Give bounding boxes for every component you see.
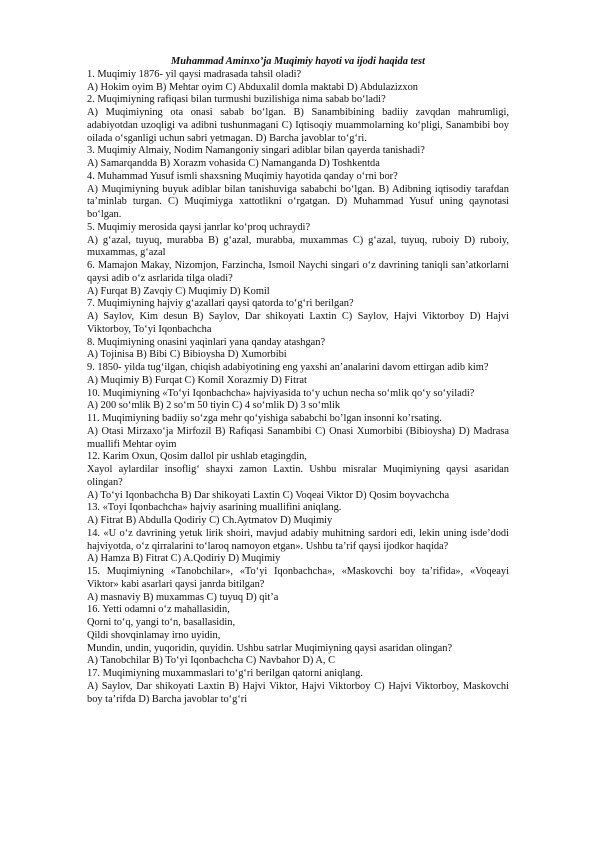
question-5: 5. Muqimiy merosida qaysi janrlar ko‘proq uchraydi? — [87, 221, 311, 233]
answers-4: A) Muqimiyning buyuk adiblar bilan tanishuviga sababchi bo‘lgan. B) Adibning iqtisodiy tarafdan ta’minlab turgan. C) Muqimiyga xattotlikni o‘rgatgan. D) Muhammad Yusuf uning qaynotasi bo‘lgan. — [87, 183, 509, 220]
answers-11: A) Otasi Mirzaxo‘ja Mirfozil B) Rafiqasi Sanambibi C) Onasi Xumorbibi (Bibioysha) D) Madrasa muallifi Mehtar oyim — [87, 425, 509, 450]
document-title: Muhammad Aminxo’ja Muqimiy hayoti va ijodi haqida test — [171, 56, 425, 67]
answers-16: A) Tanobchilar B) To‘yi Iqonbachcha C) Navbahor D) A, C — [87, 655, 336, 667]
question-1: 1. Muqimiy 1876- yil qaysi madrasada tahsil oladi? — [87, 68, 302, 80]
question-10: 10. Muqimiyning «To‘yi Iqonbachcha» hajviyasida to‘y uchun necha so‘mlik qo‘y so‘yiladi? — [87, 387, 475, 399]
question-16-verse-1: 16. Yetti odamni o‘z mahallasidin, — [87, 604, 230, 616]
answers-10: A) 200 so‘mlik B) 2 so‘m 50 tiyin C) 4 so‘mlik D) 3 so‘mlik — [87, 400, 341, 412]
question-3: 3. Muqimiy Almaiy, Nodim Namangoniy singari adiblar bilan qayerda tanishadi? — [87, 145, 425, 157]
question-12: Xayol aylardilar insoflig‘ shayxi zamon Laxtin. Ushbu misralar Muqimiyning qaysi asaridan olingan? — [87, 464, 509, 488]
answers-12: A) To‘yi Iqonbachcha B) Dar shikoyati Laxtin C) Voqeai Viktor D) Qosim boyvachcha — [87, 489, 450, 501]
answers-8: A) Tojinisa B) Bibi C) Bibioysha D) Xumorbibi — [87, 349, 287, 361]
question-16: Mundin, undin, yuqoridin, quyidin. Ushbu satrlar Muqimiyning qaysi asaridan olingan? — [87, 642, 453, 654]
question-6: 6. Mamajon Makay, Nizomjon, Farzincha, Ismoil Naychi singari o‘z davrining taniqli san’atkorlarni qaysi adib o‘z asrlarida tilga oladi? — [87, 260, 509, 284]
question-14: 14. «U o‘z davrining yetuk lirik shoiri, mavjud adabiy muhitning sardori edi, lekin uning isde’dodi hajviyotda, o‘z qirralarini to‘laroq namoyon etgan». Ushbu ta’rif qaysi ijodkor haqida? — [87, 527, 509, 552]
answers-3: A) Samarqandda B) Xorazm vohasida C) Namanganda D) Toshkentda — [87, 158, 380, 169]
question-13: 13. «Toyi Iqonbachcha» hajviy asarining muallifini aniqlang. — [87, 502, 342, 514]
question-16-verse-2: Qorni to‘q, yangi to‘n, basallasidin, — [87, 617, 236, 628]
answers-17: A) Saylov, Dar shikoyati Laxtin B) Hajvi Viktor, Hajvi Viktorboy C) Hajvi Viktorboy, Maskovchi boy ta’rifda D) Barcha javoblar to‘g‘ri — [87, 680, 509, 705]
answers-2: A) Muqimiyning ota onasi sabab bo‘lgan. B) Sanambibining badiiy zavqdan mahrumligi, adabiyotdan uzoqligi va adibni tushunmagani C) Iqtisoqiy muammolarning ko‘pligi, Sanambibi boy oilada o‘sganligi uchun sabri yetmagan. D) Barcha javoblar to‘g‘ri. — [87, 107, 509, 144]
question-2: 2. Muqimiyning rafiqasi bilan turmushi buzilishiga nima sabab bo‘ladi? — [87, 94, 386, 106]
question-16-verse-3: Qildi shovqinlamay irno uyidin, — [87, 629, 221, 641]
question-15: 15. Muqimiyning «Tanobchilar», «To‘yi Iqonbachcha», «Maskovchi boy ta’rifida», «Voqeayi Viktor» kabi asarlari qaysi janrda bitilgan? — [87, 566, 509, 590]
answers-15: A) masnaviy B) muxammas C) tuyuq D) qit’a — [87, 591, 279, 603]
answers-14: A) Hamza B) Fitrat C) A.Qodiriy D) Muqimiy — [87, 553, 281, 565]
question-8: 8. Muqimiyning onasini yaqinlari yana qanday atashgan? — [87, 336, 326, 348]
answers-9: A) Muqimiy B) Furqat C) Komil Xorazmiy D) Fitrat — [87, 374, 307, 386]
document-page — [87, 56, 509, 706]
question-17: 17. Muqimiyning muxammaslari to‘g‘ri berilgan qatorni aniqlang. — [87, 668, 363, 679]
question-11: 11. Muqimiyning badiiy so‘zga mehr qo‘yishiga sababchi bo’lgan insonni ko’rsating. — [87, 413, 442, 424]
answers-13: A) Fitrat B) Abdulla Qodiriy C) Ch.Aytmatov D) Muqimiy — [87, 515, 333, 526]
answers-5: A) g‘azal, tuyuq, murabba B) g‘azal, murabba, muxammas C) g‘azal, tuyuq, ruboiy D) ruboiy, muxammas, g‘azal — [87, 234, 509, 259]
question-7: 7. Muqimiyning hajviy g‘azallari qaysi qatorda to‘g‘ri berilgan? — [87, 298, 354, 310]
question-9: 9. 1850- yilda tug‘ilgan, chiqish adabiyotining eng yaxshi an’analarini davom ettirgan adib kim? — [87, 362, 489, 373]
question-4: 4. Muhammad Yusuf ismli shaxsning Muqimiy hayotida qanday o‘rni bor? — [87, 170, 398, 182]
answers-1: A) Hokim oyim B) Mehtar oyim C) Abduxalil domla maktabi D) Abdulazizxon — [87, 81, 419, 93]
answers-6: A) Furqat B) Zavqiy C) Muqimiy D) Komil — [87, 285, 270, 297]
answers-7: A) Saylov, Kim desun B) Saylov, Dar shikoyati Laxtin C) Saylov, Hajvi Viktorboy D) Hajvi Viktorboy, To‘yi Iqonbachcha — [87, 311, 509, 335]
question-12-verse: 12. Karim Oxun, Qosim dallol pir ushlab etagingdin, — [87, 451, 307, 463]
